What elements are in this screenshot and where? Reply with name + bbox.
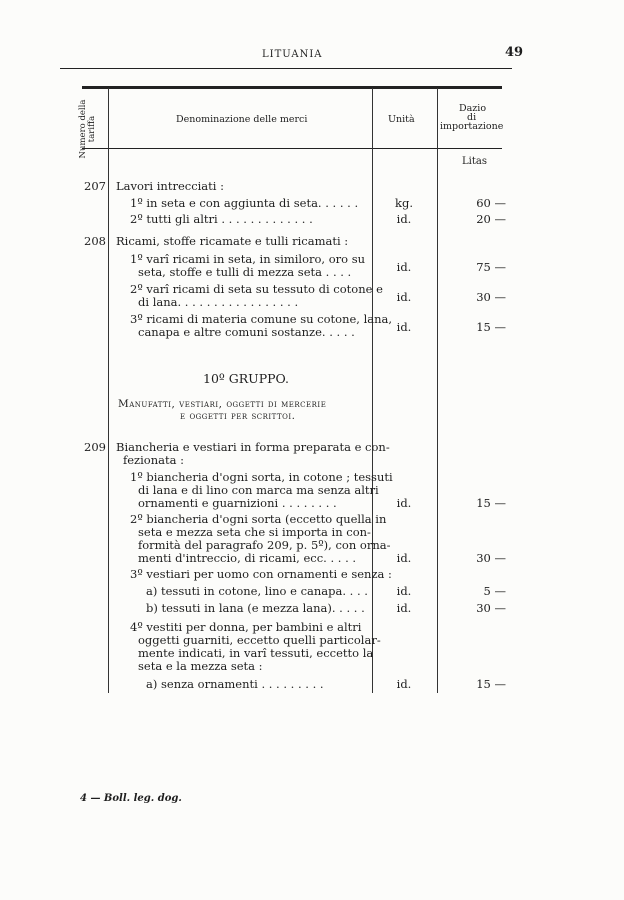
item-208-2-line-2: di lana. . . . . . . . . . . . . . . . . bbox=[138, 295, 299, 309]
item-209-line-2: fezionata : bbox=[123, 453, 184, 467]
item-209-2-line-1: 2º biancheria d'ogni sorta (eccetto quella in bbox=[130, 512, 387, 526]
item-208-3-line-1: 3º ricami di materia comune su cotone, lana, bbox=[130, 312, 393, 326]
item-208-1-unit: id. bbox=[396, 260, 412, 274]
table-header-rule bbox=[82, 148, 502, 149]
item-208-1-line-2: seta, stoffe e tulli di mezza seta . . . . bbox=[138, 265, 352, 279]
tariff-number-207: 207 bbox=[84, 179, 106, 193]
page-number: 49 bbox=[505, 45, 524, 60]
group-subtitle-line-2: e oggetti per scrittoi. bbox=[180, 410, 296, 422]
header-duty-label-3: importazione bbox=[440, 121, 504, 132]
item-209-4-line-1: 4º vestiti per donna, per bambini e altri bbox=[130, 620, 362, 634]
item-209-4-line-4: seta e la mezza seta : bbox=[138, 659, 263, 673]
item-208-1-line-1: 1º varî ricami in seta, in similoro, oro su bbox=[130, 252, 366, 266]
group-title: 10º GRUPPO. bbox=[203, 371, 289, 386]
item-209-1-unit: id. bbox=[396, 496, 412, 510]
item-208-2-duty: 30 — bbox=[476, 290, 506, 304]
header-rule bbox=[60, 68, 512, 69]
item-208-3-unit: id. bbox=[396, 320, 412, 334]
header-name-label: Denominazione delle merci bbox=[176, 114, 308, 125]
item-209-3-text: 3º vestiari per uomo con ornamenti e senza : bbox=[130, 567, 392, 581]
header-unit-label: Unità bbox=[388, 114, 415, 125]
item-209-4-line-2: oggetti guarniti, eccetto quelli particolar- bbox=[138, 633, 381, 647]
item-209-2-duty: 30 — bbox=[476, 551, 506, 565]
item-209-1-duty: 15 — bbox=[476, 496, 506, 510]
column-divider-number bbox=[108, 88, 109, 693]
item-208-1-duty: 75 — bbox=[476, 260, 506, 274]
item-208-2-unit: id. bbox=[396, 290, 412, 304]
item-208-title: Ricami, stoffe ricamate e tulli ricamati : bbox=[116, 234, 349, 248]
item-209-1-line-1: 1º biancheria d'ogni sorta, in cotone ; tessuti bbox=[130, 470, 393, 484]
item-209-3b-unit: id. bbox=[396, 601, 412, 615]
item-209-2-line-4: menti d'intreccio, di ricami, ecc. . . . . bbox=[138, 551, 357, 565]
item-209-3a-text: a) tessuti in cotone, lino e canapa. . . . bbox=[146, 584, 368, 598]
group-subtitle-line-1: Manufatti, vestiari, oggetti di mercerie bbox=[118, 398, 327, 410]
table-top-rule bbox=[82, 86, 502, 89]
item-209-3a-duty: 5 — bbox=[483, 584, 506, 598]
item-208-2-line-1: 2º varî ricami di seta su tessuto di cotone e bbox=[130, 282, 383, 296]
footer-signature: 4 — Boll. leg. dog. bbox=[80, 793, 182, 804]
tariff-number-208: 208 bbox=[84, 234, 106, 248]
item-209-3b-duty: 30 — bbox=[476, 601, 506, 615]
item-209-1-line-2: di lana e di lino con marca ma senza altri bbox=[138, 483, 379, 497]
header-duty-label-2: di bbox=[467, 112, 477, 123]
item-208-3-duty: 15 — bbox=[476, 320, 506, 334]
item-209-4-line-3: mente indicati, in varî tessuti, eccetto la bbox=[138, 646, 374, 660]
item-209-4a-duty: 15 — bbox=[476, 677, 506, 691]
item-207-2-text: 2º tutti gli altri . . . . . . . . . . . . . bbox=[130, 212, 313, 226]
item-209-line-1: Biancheria e vestiari in forma preparata e con- bbox=[116, 440, 390, 454]
item-209-1-line-3: ornamenti e guarnizioni . . . . . . . . bbox=[138, 496, 337, 510]
page-title: LITUANIA bbox=[262, 49, 323, 60]
item-209-2-line-2: seta e mezza seta che si importa in con- bbox=[138, 525, 371, 539]
item-207-1-duty: 60 — bbox=[476, 196, 506, 210]
tariff-number-209: 209 bbox=[84, 440, 106, 454]
item-207-1-unit: kg. bbox=[395, 196, 413, 210]
item-207-1-text: 1º in seta e con aggiunta di seta. . . . . . bbox=[130, 196, 359, 210]
item-207-2-unit: id. bbox=[396, 212, 412, 226]
item-207-title: Lavori intrecciati : bbox=[116, 179, 224, 193]
item-209-3b-text: b) tessuti in lana (e mezza lana). . . . . bbox=[146, 601, 365, 615]
item-209-2-unit: id. bbox=[396, 551, 412, 565]
header-duty-label-1: Dazio bbox=[459, 103, 487, 114]
item-209-4a-text: a) senza ornamenti . . . . . . . . . bbox=[146, 677, 324, 691]
item-208-3-line-2: canapa e altre comuni sostanze. . . . . bbox=[138, 325, 355, 339]
currency-label: Litas bbox=[462, 156, 487, 167]
item-209-4a-unit: id. bbox=[396, 677, 412, 691]
item-207-2-duty: 20 — bbox=[476, 212, 506, 226]
header-number-label: Numero della tariffa bbox=[78, 99, 97, 159]
item-209-3a-unit: id. bbox=[396, 584, 412, 598]
item-209-2-line-3: formità del paragrafo 209, p. 5º), con orna- bbox=[138, 538, 391, 552]
